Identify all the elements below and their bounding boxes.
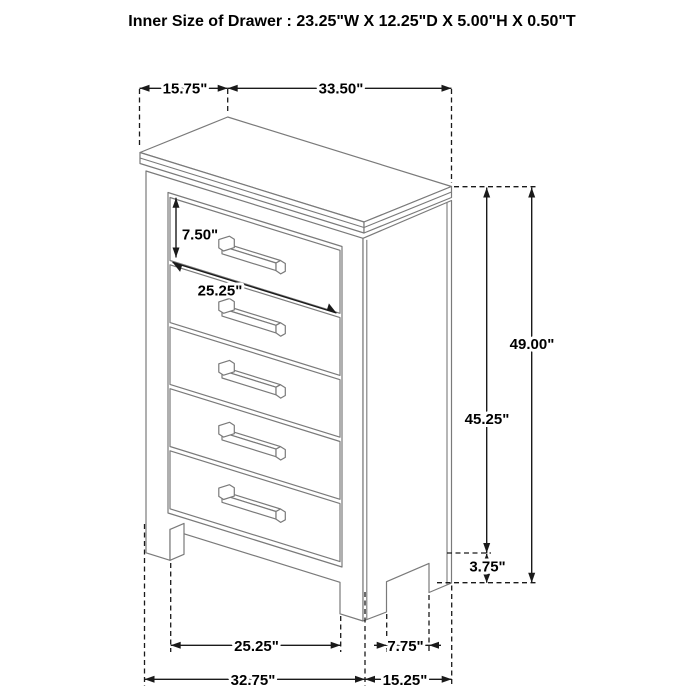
dim-body-height-label: 45.25" xyxy=(464,411,510,428)
dim-overall-height-label: 49.00" xyxy=(509,336,555,353)
dim-foot-spacing-label: 7.75" xyxy=(387,637,424,655)
dim-top-depth-label: 15.75" xyxy=(162,80,208,98)
page-title: Inner Size of Drawer : 23.25"W X 12.25"D X 5.00"H X 0.50"T xyxy=(128,13,576,30)
left-foot-inner-face xyxy=(170,523,184,560)
dim-top-width-label: 33.50" xyxy=(318,80,364,98)
dim-leg-height-label: 3.75" xyxy=(469,558,506,576)
chest-drawing xyxy=(140,117,452,621)
dim-drawer-height-label: 7.50" xyxy=(181,226,219,244)
dim-drawer-width-label: 25.25" xyxy=(197,282,243,300)
dim-base-width-label: 32.75" xyxy=(230,671,276,689)
dim-base-depth-label: 15.25" xyxy=(382,671,428,689)
case-side-face xyxy=(363,201,452,622)
dim-base-opening-width-label: 25.25" xyxy=(234,637,279,655)
